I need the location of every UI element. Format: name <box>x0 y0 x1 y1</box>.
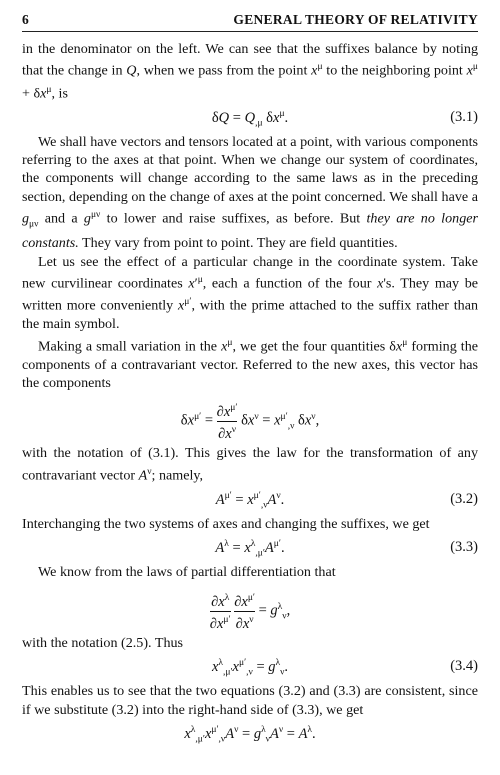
equation-number: (3.4) <box>450 658 478 675</box>
paragraph-7: We know from the laws of partial differentiation that <box>38 564 336 581</box>
equation-3-4: $x^\lambda_{,\mu'}x^{\mu'}_{,\nu} = g^\lambda_\nu$. (3.4) <box>211 658 478 678</box>
page-number: 6 <box>22 12 29 27</box>
page-header <box>22 10 478 32</box>
paragraph-4: Making a small variation in the $x^\mu$, we get the four quantities $\delta x^\mu$ forming the components of a contravariant vector. Referred to the new axes, this vector has the components <box>22 337 478 392</box>
page <box>22 10 478 749</box>
paragraph-9: This enables us to see that the two equations (3.2) and (3.3) are consistent, since if we substitute (3.2) into the right-hand side of (3.3), we get <box>22 683 478 718</box>
equation-number: (3.3) <box>450 539 478 556</box>
paragraph-1: in the denominator on the left. We can see that the suffixes balance by noting that the change in Q, when we pass from the point $x^\mu$ to the neighboring point $x^\mu + \delta x^\mu$, is <box>22 41 478 102</box>
paragraph-5: with the notation of (3.1). This gives the law for the transformation of any contravariant vector $A^\nu$; namely, <box>22 445 478 484</box>
header-rule <box>22 31 478 32</box>
paragraph-6: Interchanging the two systems of axes and changing the suffixes, we get <box>22 515 430 532</box>
paragraph-3: Let us see the effect of a particular change in the coordinate system. Take new curvilinear coordinates $x'^\mu$, each a function of the four x's. They may be written more conveniently $x^{\mu'}$, with the prime attached to the suffix rather than the main symbol. <box>22 253 478 333</box>
paragraph-2: We shall have vectors and tensors located at a point, with various components referring to the axes at that point. When we change our system of coordinates, the components will change according to the same laws as in the preceding section, depending on the change of axes at the point concerned. We shall have a $g_{\mu\nu}$ and a $g^{\mu\nu}$ to lower and raise suffixes, as before. But they are no longer constants. They vary from point to point. They are field quantities. <box>22 133 478 252</box>
equation-3-2: $A^{\mu'} = x^{\mu'}_{,\nu}A^\nu$. (3.2) <box>215 490 478 511</box>
equation-components: $\delta x^{\mu'}$ = $\frac{\partial x^{\mu'}}{\partial x^\nu}$ $\delta x^\nu = x^{\mu'}_{,\nu}$ $\delta x^\nu$, <box>180 403 320 443</box>
equation-final: $x^\lambda_{,\mu'}x^{\mu'}_{,\nu}A^\nu = g^\lambda_\nu A^\nu = A^\lambda$. <box>184 724 316 745</box>
equation-3-1: $\delta Q = Q_{,\mu}$ $\delta x^\mu$. (3.1) <box>211 108 478 129</box>
equation-3-3: $A^\lambda = x^\lambda_{,\mu'}A^{\mu'}$. (3.3) <box>215 539 478 560</box>
equation-number: (3.1) <box>450 108 478 125</box>
equation-number: (3.2) <box>450 490 478 507</box>
paragraph-8: with the notation (2.5). Thus <box>22 634 184 651</box>
running-title: GENERAL THEORY OF RELATIVITY <box>233 12 478 27</box>
equation-partial: $\frac{\partial x^\lambda}{\partial x^{\mu'}}$ $\frac{\partial x^{\mu'}}{\partial x^\nu}$ = $g^\lambda_\nu$, <box>209 592 291 632</box>
